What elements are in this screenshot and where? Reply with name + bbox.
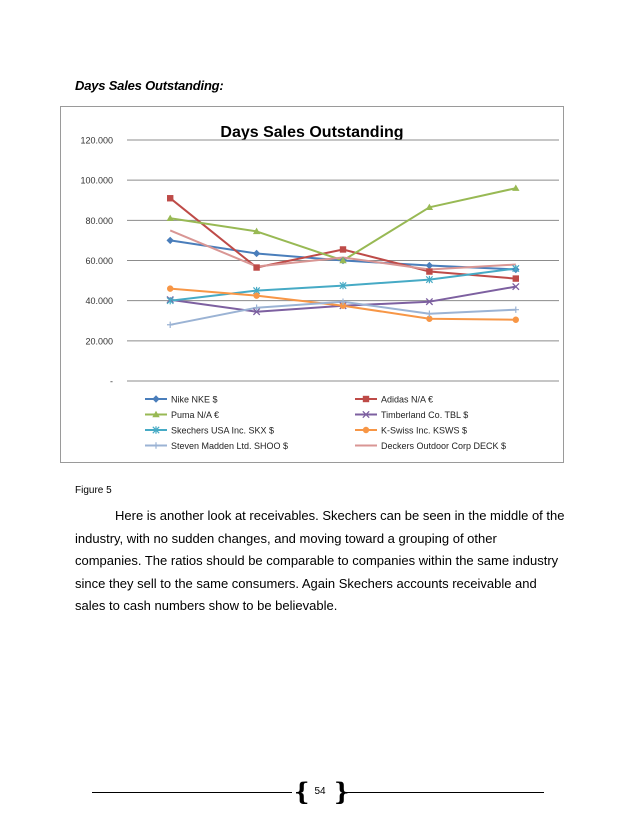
footer-bracket-right: } xyxy=(334,777,350,806)
legend-label: Adidas N/A € xyxy=(381,394,434,405)
footer-rule-right xyxy=(344,792,544,793)
data-point xyxy=(426,262,433,269)
chart-title: Days Sales Outstanding xyxy=(220,124,404,141)
y-tick-label: 80.000 xyxy=(85,215,113,226)
y-tick-label: 20.000 xyxy=(85,336,113,347)
figure-caption: Figure 5 xyxy=(75,485,112,496)
data-point xyxy=(513,275,519,281)
data-point xyxy=(513,307,519,313)
y-tick-label: 60.000 xyxy=(85,256,113,266)
legend-label: Skechers USA Inc. SKX $ xyxy=(171,425,275,436)
legend-label: Puma N/A € xyxy=(171,410,220,420)
days-sales-outstanding-chart xyxy=(61,107,563,462)
legend-label: Steven Madden Ltd. SHOO $ xyxy=(171,441,289,451)
legend-marker xyxy=(363,427,369,433)
data-point xyxy=(253,250,260,257)
footer-bracket-left: { xyxy=(294,777,310,806)
legend-marker xyxy=(153,442,159,448)
legend-marker xyxy=(363,396,369,402)
legend-label: Deckers Outdoor Corp DECK $ xyxy=(381,441,507,451)
data-point xyxy=(167,322,173,328)
data-point xyxy=(167,237,174,244)
series-line xyxy=(170,240,516,269)
section-heading: Days Sales Outstanding: xyxy=(75,78,224,93)
data-point xyxy=(426,268,432,274)
page-footer xyxy=(0,778,638,808)
y-tick-label: 40.000 xyxy=(85,296,113,307)
data-point xyxy=(513,317,519,323)
y-tick-label: - xyxy=(110,376,113,387)
chart-container xyxy=(60,106,564,463)
data-point xyxy=(253,292,259,298)
y-tick-label: 100.000 xyxy=(80,175,113,186)
data-point xyxy=(167,285,173,291)
body-paragraph: Here is another look at receivables. Skechers can be seen in the middle of the industry, with no sudden changes, and moving toward a grouping of other companies. The ratios should be comparable to companies within the same industry since they sell to the same consumers. Again Skechers accounts receivable and sales to cash numbers show to be believable. xyxy=(75,508,565,613)
body-paragraph-container xyxy=(75,505,565,618)
data-point xyxy=(253,264,259,270)
data-point xyxy=(167,195,173,201)
data-point xyxy=(512,185,519,191)
footer-rule-left xyxy=(92,792,292,793)
data-point xyxy=(426,311,432,317)
legend-label: Nike NKE $ xyxy=(171,394,218,405)
legend-label: K-Swiss Inc. KSWS $ xyxy=(381,425,468,436)
page-number: 54 xyxy=(314,786,326,797)
y-tick-label: 120.000 xyxy=(80,135,113,146)
legend-label: Timberland Co. TBL $ xyxy=(381,410,469,420)
data-point xyxy=(340,246,346,252)
legend-marker xyxy=(152,395,159,402)
